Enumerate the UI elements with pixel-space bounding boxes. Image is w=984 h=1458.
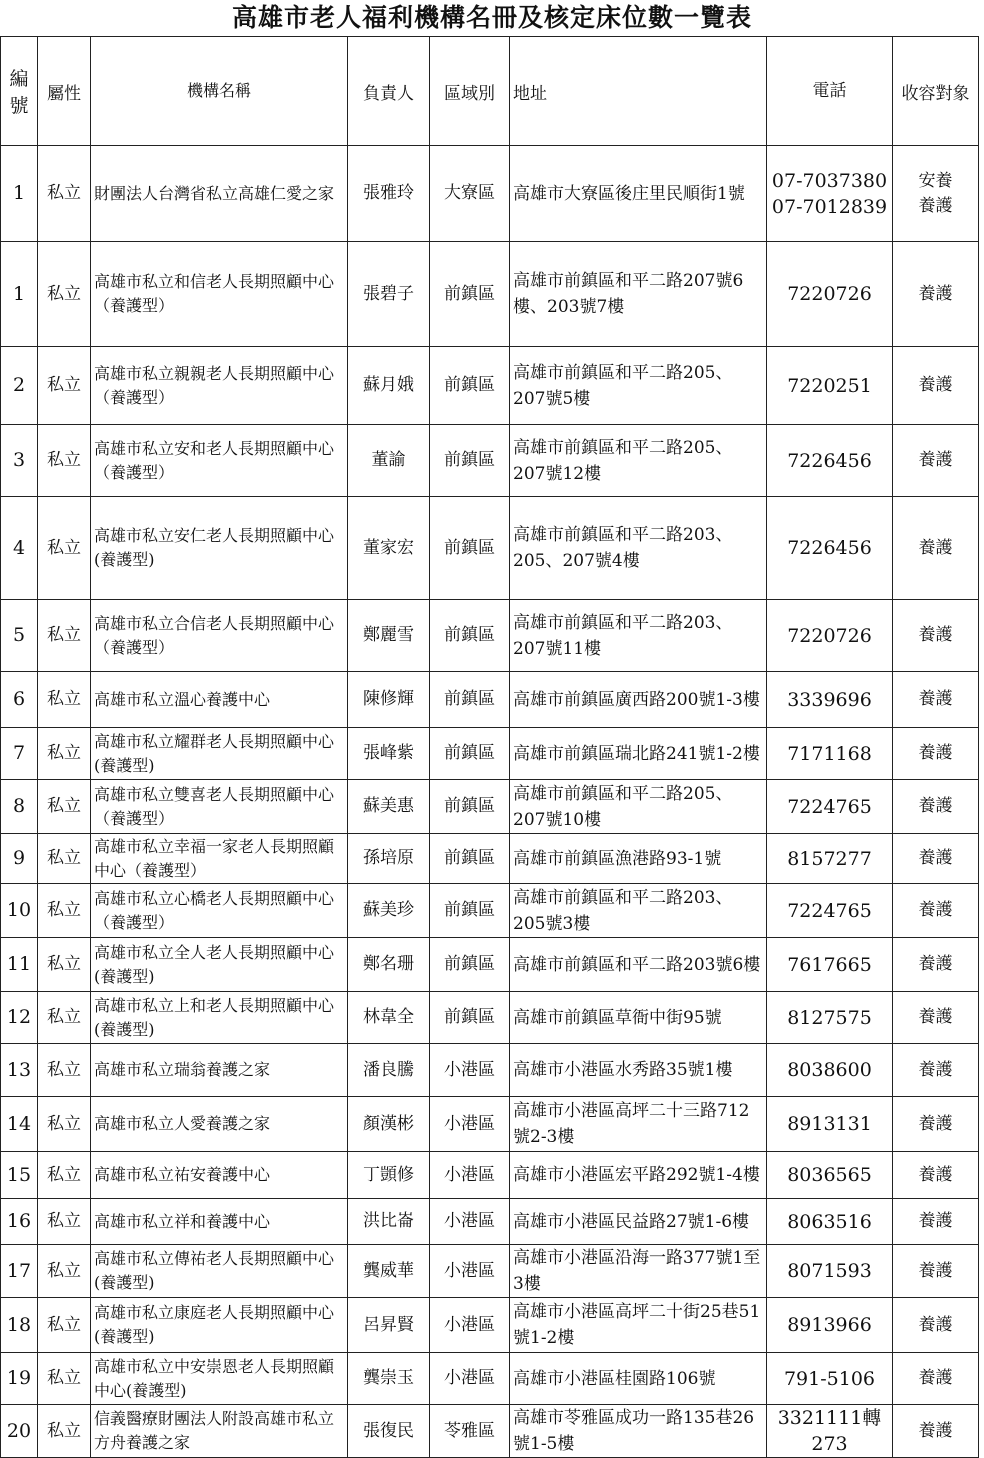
row-type: 私立 xyxy=(38,146,91,242)
row-phone-line: 7226456 xyxy=(787,537,872,559)
row-district: 小港區 xyxy=(430,1044,510,1097)
row-district: 前鎮區 xyxy=(430,497,510,600)
row-phone xyxy=(767,497,893,600)
row-person-in-charge: 顏漢彬 xyxy=(348,1097,430,1152)
row-phone xyxy=(767,834,893,884)
row-person-in-charge: 蘇美惠 xyxy=(348,780,430,834)
row-target xyxy=(893,347,979,425)
table-row xyxy=(1,884,979,938)
row-person-in-charge: 張雅玲 xyxy=(348,146,430,242)
row-number: 4 xyxy=(1,497,38,600)
header-type: 屬性 xyxy=(38,37,91,146)
row-phone xyxy=(767,992,893,1044)
row-phone-line: 8036565 xyxy=(787,1164,872,1186)
row-type: 私立 xyxy=(38,1298,91,1353)
row-number: 19 xyxy=(1,1353,38,1405)
row-phone xyxy=(767,1044,893,1097)
row-institution-name: 高雄市私立溫心養護中心 xyxy=(91,672,348,728)
row-type: 私立 xyxy=(38,600,91,672)
row-district: 小港區 xyxy=(430,1298,510,1353)
row-district: 小港區 xyxy=(430,1199,510,1245)
table-row xyxy=(1,1044,979,1097)
row-person-in-charge: 洪比崙 xyxy=(348,1199,430,1245)
row-institution-name: 高雄市私立心橋老人長期照顧中心（養護型） xyxy=(91,884,348,938)
row-address: 高雄市小港區沿海一路377號1至3樓 xyxy=(510,1245,767,1298)
row-target-line: 養護 xyxy=(918,900,953,920)
row-phone-line: 07-7012839 xyxy=(771,195,888,218)
row-institution-name: 高雄市私立祥和養護中心 xyxy=(91,1199,348,1245)
row-address: 高雄市小港區高坪二十三路712號2-3樓 xyxy=(510,1097,767,1152)
row-phone xyxy=(767,347,893,425)
row-target xyxy=(893,1097,979,1152)
table-row xyxy=(1,1097,979,1152)
row-type: 私立 xyxy=(38,992,91,1044)
row-number: 16 xyxy=(1,1199,38,1245)
row-target-line: 養護 xyxy=(918,1211,953,1231)
row-target xyxy=(893,1405,979,1458)
row-person-in-charge: 張碧子 xyxy=(348,242,430,347)
row-phone-line: 791-5106 xyxy=(783,1367,876,1390)
row-target-line: 養護 xyxy=(918,954,953,974)
table-row xyxy=(1,780,979,834)
row-number: 9 xyxy=(1,834,38,884)
row-target xyxy=(893,780,979,834)
row-target-line: 養護 xyxy=(918,1314,953,1335)
row-number: 12 xyxy=(1,992,38,1044)
row-phone-line: 3339696 xyxy=(787,688,872,711)
row-district: 前鎮區 xyxy=(430,938,510,992)
row-phone-line: 8913966 xyxy=(787,1314,872,1336)
table-row xyxy=(1,1245,979,1298)
row-target xyxy=(893,1152,979,1199)
row-target xyxy=(893,1298,979,1353)
row-address: 高雄市大寮區後庄里民順街1號 xyxy=(510,146,767,242)
table-row xyxy=(1,834,979,884)
row-phone xyxy=(767,1298,893,1353)
row-phone xyxy=(767,1152,893,1199)
row-district: 前鎮區 xyxy=(430,242,510,347)
table-row xyxy=(1,146,979,242)
row-phone xyxy=(767,780,893,834)
row-phone-line: 3321111轉273 xyxy=(777,1407,882,1455)
row-phone xyxy=(767,672,893,728)
row-target xyxy=(893,497,979,600)
row-person-in-charge: 張峰紫 xyxy=(348,728,430,780)
row-phone xyxy=(767,1245,893,1298)
row-target xyxy=(893,242,979,347)
row-type: 私立 xyxy=(38,884,91,938)
row-address: 高雄市前鎮區草衙中街95號 xyxy=(510,992,767,1044)
header-num-label: 編 號 xyxy=(9,68,29,117)
row-person-in-charge: 張復民 xyxy=(348,1405,430,1458)
row-target-line: 養護 xyxy=(918,848,953,868)
header-name: 機構名稱 xyxy=(91,37,348,146)
row-target xyxy=(893,834,979,884)
row-type: 私立 xyxy=(38,242,91,347)
row-district: 前鎮區 xyxy=(430,884,510,938)
row-person-in-charge: 龔崇玉 xyxy=(348,1353,430,1405)
row-district: 前鎮區 xyxy=(430,834,510,884)
row-type: 私立 xyxy=(38,1405,91,1458)
row-institution-name: 高雄市私立祐安養護中心 xyxy=(91,1152,348,1199)
page-title: 高雄市老人福利機構名冊及核定床位數一覽表 xyxy=(231,3,752,32)
table-row xyxy=(1,938,979,992)
row-target-line: 養護 xyxy=(918,1059,953,1080)
row-address: 高雄市前鎮區和平二路203號6樓 xyxy=(510,938,767,992)
row-phone-line: 7617665 xyxy=(787,953,872,976)
row-phone xyxy=(767,1199,893,1245)
row-phone xyxy=(767,146,893,242)
row-phone-line: 8127575 xyxy=(787,1006,872,1029)
table-row xyxy=(1,600,979,672)
row-phone-line: 7171168 xyxy=(787,742,872,765)
row-type: 私立 xyxy=(38,672,91,728)
row-phone xyxy=(767,1097,893,1152)
row-institution-name: 高雄市私立康庭老人長期照顧中心(養護型) xyxy=(91,1298,348,1353)
row-target-line: 養護 xyxy=(918,1368,953,1388)
row-type: 私立 xyxy=(38,938,91,992)
row-person-in-charge: 孫培原 xyxy=(348,834,430,884)
row-number: 10 xyxy=(1,884,38,938)
row-target-line: 養護 xyxy=(918,450,953,470)
row-target-line: 養護 xyxy=(918,195,953,216)
row-number: 1 xyxy=(1,146,38,242)
row-person-in-charge: 呂昇賢 xyxy=(348,1298,430,1353)
row-target xyxy=(893,672,979,728)
row-number: 18 xyxy=(1,1298,38,1353)
row-address: 高雄市前鎮區和平二路205、207號10樓 xyxy=(510,780,767,834)
row-institution-name: 高雄市私立安和老人長期照顧中心（養護型） xyxy=(91,425,348,497)
row-phone-line: 8157277 xyxy=(787,847,872,870)
table-row xyxy=(1,242,979,347)
header-num xyxy=(1,37,38,146)
row-target-line: 養護 xyxy=(918,1260,953,1281)
row-address: 高雄市前鎮區和平二路203、207號11樓 xyxy=(510,600,767,672)
row-institution-name: 高雄市私立人愛養護之家 xyxy=(91,1097,348,1152)
row-person-in-charge: 鄭名珊 xyxy=(348,938,430,992)
institution-table xyxy=(0,36,979,1458)
row-institution-name: 高雄市私立傳祐老人長期照顧中心(養護型) xyxy=(91,1245,348,1298)
row-target-line: 養護 xyxy=(918,1420,953,1441)
row-number: 13 xyxy=(1,1044,38,1097)
row-phone-line: 8038600 xyxy=(787,1059,872,1081)
row-address: 高雄市前鎮區和平二路205、207號5樓 xyxy=(510,347,767,425)
row-target-line: 養護 xyxy=(918,743,953,763)
row-person-in-charge: 鄭麗雪 xyxy=(348,600,430,672)
row-phone xyxy=(767,242,893,347)
row-district: 大寮區 xyxy=(430,146,510,242)
header-person: 負責人 xyxy=(348,37,430,146)
row-phone xyxy=(767,938,893,992)
row-district: 前鎮區 xyxy=(430,672,510,728)
row-institution-name: 高雄市私立安仁老人長期照顧中心(養護型) xyxy=(91,497,348,600)
row-address: 高雄市前鎮區漁港路93-1號 xyxy=(510,834,767,884)
table-row xyxy=(1,1152,979,1199)
row-institution-name: 信義醫療財團法人附設高雄市私立方舟養護之家 xyxy=(91,1405,348,1458)
row-number: 2 xyxy=(1,347,38,425)
header-target: 收容對象 xyxy=(893,37,979,146)
row-person-in-charge: 丁顗修 xyxy=(348,1152,430,1199)
row-type: 私立 xyxy=(38,1097,91,1152)
header-district: 區域別 xyxy=(430,37,510,146)
row-person-in-charge: 董家宏 xyxy=(348,497,430,600)
row-person-in-charge: 陳修輝 xyxy=(348,672,430,728)
row-number: 14 xyxy=(1,1097,38,1152)
row-person-in-charge: 潘良騰 xyxy=(348,1044,430,1097)
row-target-line: 養護 xyxy=(918,1164,953,1185)
row-address: 高雄市前鎮區瑞北路241號1-2樓 xyxy=(510,728,767,780)
row-target-line: 養護 xyxy=(918,796,953,816)
row-institution-name: 高雄市私立雙喜老人長期照顧中心（養護型） xyxy=(91,780,348,834)
row-phone-line: 8913131 xyxy=(787,1113,872,1135)
row-institution-name: 高雄市私立親親老人長期照顧中心（養護型） xyxy=(91,347,348,425)
row-target xyxy=(893,1353,979,1405)
row-district: 小港區 xyxy=(430,1245,510,1298)
row-address: 高雄市前鎮區和平二路207號6樓、203號7樓 xyxy=(510,242,767,347)
table-row xyxy=(1,1353,979,1405)
row-institution-name: 高雄市私立瑞翁養護之家 xyxy=(91,1044,348,1097)
row-number: 15 xyxy=(1,1152,38,1199)
row-phone-line: 8071593 xyxy=(787,1260,872,1282)
row-target-line: 養護 xyxy=(918,283,953,304)
row-target xyxy=(893,884,979,938)
row-number: 3 xyxy=(1,425,38,497)
table-header-row xyxy=(1,37,979,146)
row-number: 11 xyxy=(1,938,38,992)
table-row xyxy=(1,992,979,1044)
table-row xyxy=(1,425,979,497)
row-number: 5 xyxy=(1,600,38,672)
row-phone xyxy=(767,1405,893,1458)
row-district: 小港區 xyxy=(430,1353,510,1405)
row-address: 高雄市小港區桂園路106號 xyxy=(510,1353,767,1405)
row-person-in-charge: 林韋全 xyxy=(348,992,430,1044)
row-person-in-charge: 蘇月娥 xyxy=(348,347,430,425)
row-phone xyxy=(767,728,893,780)
table-row xyxy=(1,347,979,425)
row-address: 高雄市小港區水秀路35號1樓 xyxy=(510,1044,767,1097)
row-person-in-charge: 龔威華 xyxy=(348,1245,430,1298)
row-target xyxy=(893,1245,979,1298)
row-district: 前鎮區 xyxy=(430,780,510,834)
row-type: 私立 xyxy=(38,1199,91,1245)
row-district: 前鎮區 xyxy=(430,728,510,780)
row-type: 私立 xyxy=(38,1353,91,1405)
row-target xyxy=(893,1044,979,1097)
row-target xyxy=(893,728,979,780)
row-type: 私立 xyxy=(38,780,91,834)
row-institution-name: 高雄市私立和信老人長期照顧中心（養護型） xyxy=(91,242,348,347)
row-institution-name: 財團法人台灣省私立高雄仁愛之家 xyxy=(91,146,348,242)
row-institution-name: 高雄市私立幸福一家老人長期照顧中心（養護型） xyxy=(91,834,348,884)
row-type: 私立 xyxy=(38,1152,91,1199)
row-address: 高雄市小港區宏平路292號1-4樓 xyxy=(510,1152,767,1199)
row-institution-name: 高雄市私立全人老人長期照顧中心(養護型) xyxy=(91,938,348,992)
row-type: 私立 xyxy=(38,1044,91,1097)
row-target-line: 養護 xyxy=(918,689,953,709)
row-target-line: 安養 xyxy=(918,170,953,191)
row-district: 小港區 xyxy=(430,1152,510,1199)
header-address: 地址 xyxy=(510,37,767,146)
row-address: 高雄市小港區高坪二十街25巷51號1-2樓 xyxy=(510,1298,767,1353)
row-number: 1 xyxy=(1,242,38,347)
row-institution-name: 高雄市私立上和老人長期照顧中心(養護型) xyxy=(91,992,348,1044)
row-phone-line: 7226456 xyxy=(787,449,872,472)
row-type: 私立 xyxy=(38,497,91,600)
row-address: 高雄市小港區民益路27號1-6樓 xyxy=(510,1199,767,1245)
row-person-in-charge: 董諭 xyxy=(348,425,430,497)
row-number: 17 xyxy=(1,1245,38,1298)
row-phone-line: 7220726 xyxy=(787,283,872,305)
row-address: 高雄市前鎮區廣西路200號1-3樓 xyxy=(510,672,767,728)
table-body xyxy=(1,146,979,1458)
row-target-line: 養護 xyxy=(918,537,953,558)
row-phone-line: 7224765 xyxy=(787,795,872,818)
row-target xyxy=(893,992,979,1044)
row-district: 前鎮區 xyxy=(430,347,510,425)
row-person-in-charge: 蘇美珍 xyxy=(348,884,430,938)
row-phone xyxy=(767,600,893,672)
row-district: 前鎮區 xyxy=(430,600,510,672)
table-row xyxy=(1,497,979,600)
row-target xyxy=(893,146,979,242)
row-type: 私立 xyxy=(38,1245,91,1298)
table-row xyxy=(1,728,979,780)
row-address: 高雄市前鎮區和平二路203、205、207號4樓 xyxy=(510,497,767,600)
row-address: 高雄市前鎮區和平二路203、205號3樓 xyxy=(510,884,767,938)
table-row xyxy=(1,1405,979,1458)
row-target xyxy=(893,1199,979,1245)
row-district: 前鎮區 xyxy=(430,992,510,1044)
table-row xyxy=(1,1199,979,1245)
row-number: 20 xyxy=(1,1405,38,1458)
row-target-line: 養護 xyxy=(918,625,953,645)
row-number: 7 xyxy=(1,728,38,780)
row-target xyxy=(893,600,979,672)
table-row xyxy=(1,672,979,728)
row-target xyxy=(893,425,979,497)
row-phone xyxy=(767,425,893,497)
row-address: 高雄市苓雅區成功一路135巷26號1-5樓 xyxy=(510,1405,767,1458)
row-district: 前鎮區 xyxy=(430,425,510,497)
row-district: 小港區 xyxy=(430,1097,510,1152)
row-phone-line: 7220726 xyxy=(787,624,872,647)
row-institution-name: 高雄市私立中安崇恩老人長期照顧中心(養護型) xyxy=(91,1353,348,1405)
row-address: 高雄市前鎮區和平二路205、207號12樓 xyxy=(510,425,767,497)
row-phone-line: 07-7037380 xyxy=(771,169,888,192)
row-district: 苓雅區 xyxy=(430,1405,510,1458)
table-row xyxy=(1,1298,979,1353)
header-phone: 電話 xyxy=(767,37,893,146)
row-phone xyxy=(767,884,893,938)
row-number: 6 xyxy=(1,672,38,728)
row-type: 私立 xyxy=(38,834,91,884)
row-target-line: 養護 xyxy=(918,375,953,395)
row-type: 私立 xyxy=(38,425,91,497)
row-phone-line: 8063516 xyxy=(787,1210,872,1233)
row-phone xyxy=(767,1353,893,1405)
row-institution-name: 高雄市私立合信老人長期照顧中心（養護型） xyxy=(91,600,348,672)
row-phone-line: 7220251 xyxy=(787,374,872,397)
row-target-line: 養護 xyxy=(918,1007,953,1027)
row-number: 8 xyxy=(1,780,38,834)
row-type: 私立 xyxy=(38,347,91,425)
row-phone-line: 7224765 xyxy=(787,899,872,922)
row-institution-name: 高雄市私立耀群老人長期照顧中心(養護型) xyxy=(91,728,348,780)
row-target xyxy=(893,938,979,992)
row-type: 私立 xyxy=(38,728,91,780)
row-target-line: 養護 xyxy=(918,1113,953,1134)
